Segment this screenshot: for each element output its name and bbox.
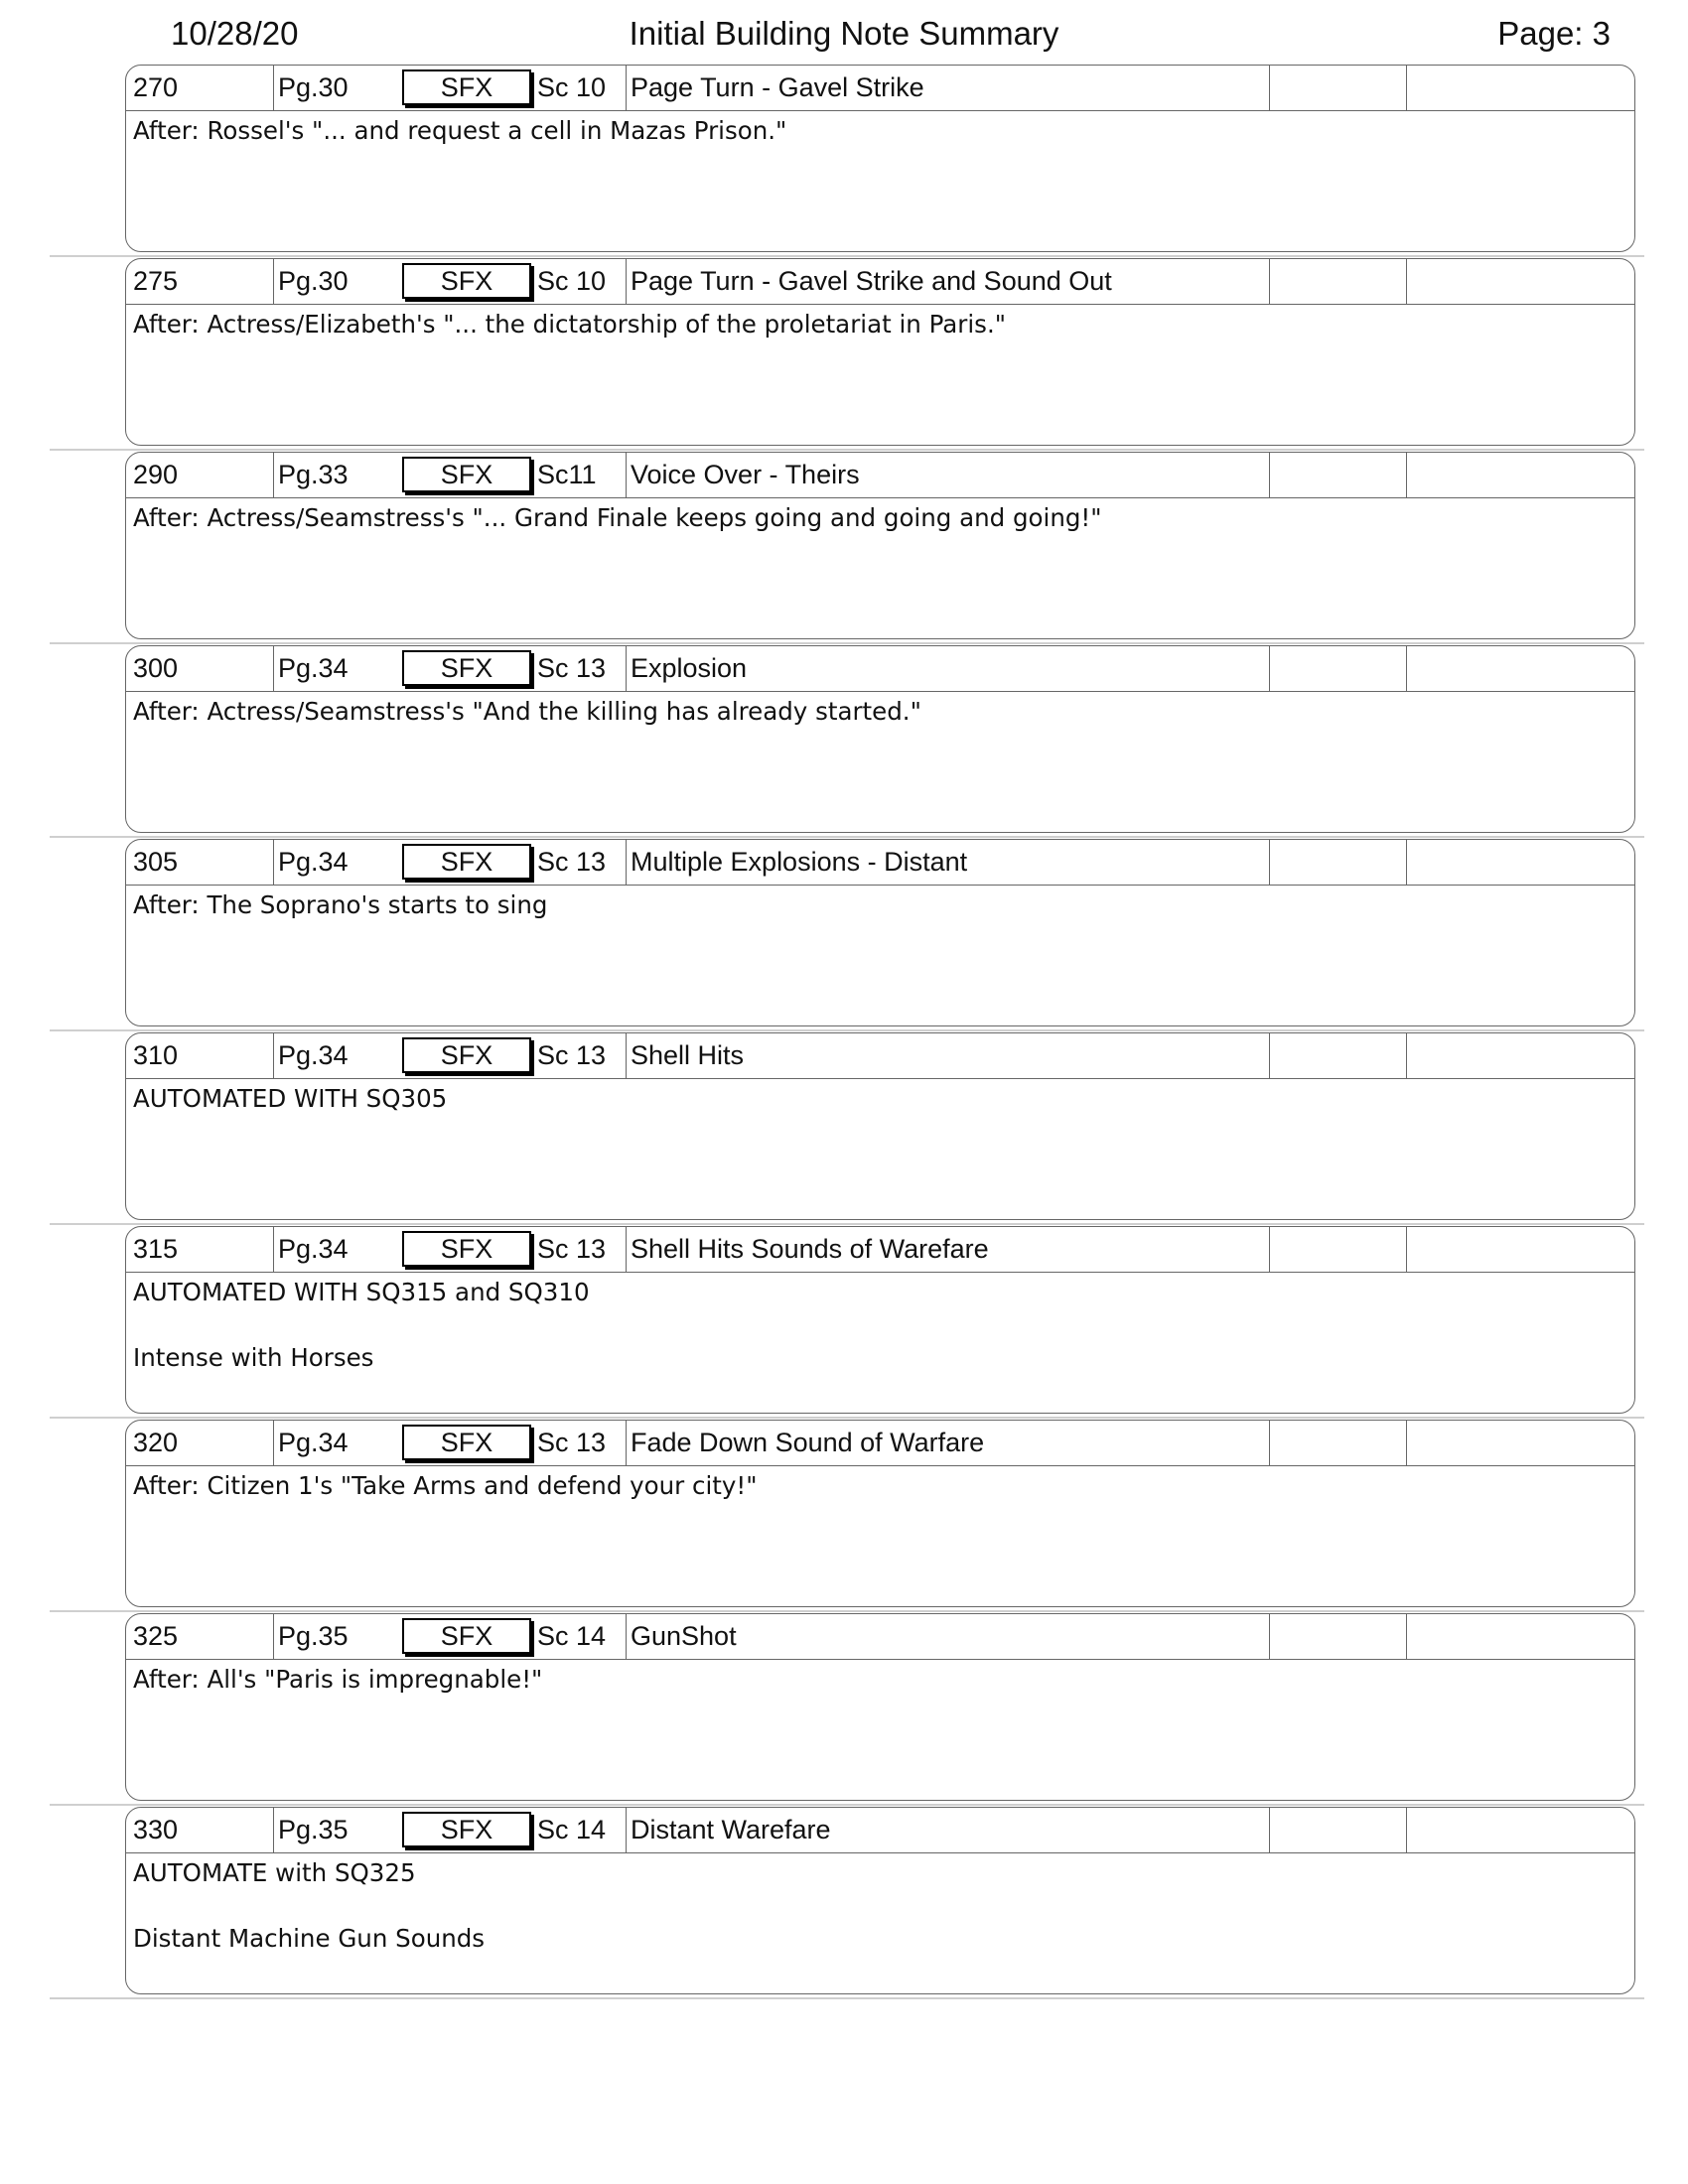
cue-note-line: After: Actress/Seamstress's "And the killing has already started." bbox=[133, 697, 921, 726]
cue-type-badge: SFX bbox=[402, 1037, 531, 1073]
cue-number: 310 bbox=[133, 1040, 179, 1070]
cue-header-row bbox=[126, 1421, 1634, 1466]
cue-header-row bbox=[126, 1033, 1634, 1079]
column-divider bbox=[1269, 259, 1270, 304]
cue-note-line bbox=[133, 1890, 1624, 1922]
cue-scene: Sc 10 bbox=[537, 72, 607, 102]
cue-entry bbox=[0, 1610, 1688, 1804]
column-divider bbox=[1406, 1227, 1407, 1272]
cue-note-line: AUTOMATED WITH SQ315 and SQ310 bbox=[133, 1278, 590, 1306]
cue-note bbox=[133, 1856, 1624, 1956]
cue-type-badge: SFX bbox=[402, 1425, 531, 1460]
cue-note bbox=[133, 888, 1624, 922]
cue-note-line: After: Actress/Elizabeth's "... the dictatorship of the proletariat in Paris." bbox=[133, 310, 1006, 339]
cue-note-line: AUTOMATED WITH SQ305 bbox=[133, 1084, 448, 1113]
cue-type-badge: SFX bbox=[402, 69, 531, 105]
cue-page: Pg.35 bbox=[278, 1815, 349, 1844]
cue-type-badge: SFX bbox=[402, 650, 531, 686]
cue-header-row bbox=[126, 1808, 1634, 1853]
column-divider bbox=[626, 1033, 627, 1078]
column-divider bbox=[1269, 1227, 1270, 1272]
cue-description: Shell Hits Sounds of Warefare bbox=[631, 1234, 989, 1264]
cue-page: Pg.35 bbox=[278, 1621, 349, 1651]
cue-page: Pg.34 bbox=[278, 1040, 349, 1070]
column-divider bbox=[273, 453, 274, 497]
cue-entry bbox=[0, 1029, 1688, 1223]
cue-number: 300 bbox=[133, 653, 179, 683]
cue-scene: Sc11 bbox=[537, 460, 597, 489]
cue-number: 325 bbox=[133, 1621, 179, 1651]
cue-description: GunShot bbox=[631, 1621, 737, 1651]
cue-page: Pg.34 bbox=[278, 847, 349, 877]
column-divider bbox=[626, 1227, 627, 1272]
cue-type-badge: SFX bbox=[402, 263, 531, 299]
cue-card bbox=[125, 1420, 1635, 1607]
cue-number: 315 bbox=[133, 1234, 179, 1264]
cue-note-line: After: Rossel's "... and request a cell in Mazas Prison." bbox=[133, 116, 787, 145]
cue-description: Multiple Explosions - Distant bbox=[631, 847, 968, 877]
cue-description: Fade Down Sound of Warfare bbox=[631, 1428, 985, 1457]
cue-page: Pg.34 bbox=[278, 1428, 349, 1457]
cue-entry bbox=[0, 62, 1688, 255]
cue-scene: Sc 14 bbox=[537, 1815, 607, 1844]
cue-page: Pg.34 bbox=[278, 653, 349, 683]
cue-page: Pg.33 bbox=[278, 460, 349, 489]
column-divider bbox=[1269, 1033, 1270, 1078]
column-divider bbox=[1269, 1614, 1270, 1659]
cue-entry bbox=[0, 255, 1688, 449]
cue-note bbox=[133, 695, 1624, 729]
cue-page: Pg.34 bbox=[278, 1234, 349, 1264]
cue-note-line: After: The Soprano's starts to sing bbox=[133, 890, 548, 919]
cue-entry bbox=[0, 449, 1688, 642]
cue-type-badge: SFX bbox=[402, 457, 531, 492]
column-divider bbox=[1269, 66, 1270, 110]
column-divider bbox=[1269, 453, 1270, 497]
column-divider bbox=[1406, 1614, 1407, 1659]
column-divider bbox=[626, 1614, 627, 1659]
column-divider bbox=[1269, 646, 1270, 691]
column-divider bbox=[1406, 259, 1407, 304]
cue-note-line: After: All's "Paris is impregnable!" bbox=[133, 1665, 543, 1694]
cue-header-row bbox=[126, 453, 1634, 498]
cue-description: Page Turn - Gavel Strike bbox=[631, 72, 924, 102]
cue-card bbox=[125, 452, 1635, 639]
cue-scene: Sc 13 bbox=[537, 1428, 607, 1457]
column-divider bbox=[1406, 1421, 1407, 1465]
column-divider bbox=[1406, 840, 1407, 885]
column-divider bbox=[273, 1421, 274, 1465]
cue-scene: Sc 10 bbox=[537, 266, 607, 296]
cue-entry bbox=[0, 1804, 1688, 1997]
cue-note bbox=[133, 1082, 1624, 1116]
cue-number: 330 bbox=[133, 1815, 179, 1844]
cue-note bbox=[133, 1469, 1624, 1503]
cue-type-badge: SFX bbox=[402, 844, 531, 880]
column-divider bbox=[626, 453, 627, 497]
cue-note-line: Intense with Horses bbox=[133, 1343, 374, 1372]
cue-scene: Sc 13 bbox=[537, 653, 607, 683]
cue-page: Pg.30 bbox=[278, 266, 349, 296]
column-divider bbox=[1269, 1808, 1270, 1852]
column-divider bbox=[626, 840, 627, 885]
cue-header-row bbox=[126, 646, 1634, 692]
cue-card bbox=[125, 1032, 1635, 1220]
cue-number: 305 bbox=[133, 847, 179, 877]
column-divider bbox=[273, 66, 274, 110]
cue-note-line: After: Citizen 1's "Take Arms and defend your city!" bbox=[133, 1471, 758, 1500]
cue-description: Shell Hits bbox=[631, 1040, 745, 1070]
column-divider bbox=[273, 840, 274, 885]
cue-scene: Sc 13 bbox=[537, 847, 607, 877]
column-divider bbox=[626, 1421, 627, 1465]
entry-separator bbox=[50, 1997, 1644, 1999]
cue-type-badge: SFX bbox=[402, 1812, 531, 1847]
cue-number: 275 bbox=[133, 266, 179, 296]
column-divider bbox=[626, 646, 627, 691]
cue-card bbox=[125, 1613, 1635, 1801]
column-divider bbox=[273, 259, 274, 304]
cue-page: Pg.30 bbox=[278, 72, 349, 102]
cue-card bbox=[125, 839, 1635, 1026]
column-divider bbox=[273, 646, 274, 691]
cue-note bbox=[133, 1276, 1624, 1375]
report-title: Initial Building Note Summary bbox=[629, 15, 1059, 52]
cue-header-row bbox=[126, 66, 1634, 111]
cue-note bbox=[133, 1663, 1624, 1697]
cue-card bbox=[125, 258, 1635, 446]
cue-number: 290 bbox=[133, 460, 179, 489]
column-divider bbox=[273, 1808, 274, 1852]
column-divider bbox=[1406, 1033, 1407, 1078]
page-number: Page: 3 bbox=[1497, 15, 1611, 52]
cue-scene: Sc 13 bbox=[537, 1234, 607, 1264]
cue-note bbox=[133, 114, 1624, 148]
cue-number: 270 bbox=[133, 72, 179, 102]
column-divider bbox=[1269, 1421, 1270, 1465]
cue-note-line bbox=[133, 1309, 1624, 1341]
column-divider bbox=[1406, 453, 1407, 497]
cue-entry bbox=[0, 836, 1688, 1029]
cue-note bbox=[133, 308, 1624, 341]
column-divider bbox=[273, 1227, 274, 1272]
cue-entry bbox=[0, 1223, 1688, 1417]
cue-note bbox=[133, 501, 1624, 535]
cue-header-row bbox=[126, 1614, 1634, 1660]
column-divider bbox=[1269, 840, 1270, 885]
cue-note-line: Distant Machine Gun Sounds bbox=[133, 1924, 486, 1953]
cue-number: 320 bbox=[133, 1428, 179, 1457]
column-divider bbox=[626, 66, 627, 110]
cue-description: Distant Warefare bbox=[631, 1815, 831, 1844]
cue-card bbox=[125, 1807, 1635, 1994]
cue-description: Voice Over - Theirs bbox=[631, 460, 860, 489]
cue-card bbox=[125, 65, 1635, 252]
cue-description: Page Turn - Gavel Strike and Sound Out bbox=[631, 266, 1112, 296]
cue-header-row bbox=[126, 1227, 1634, 1273]
column-divider bbox=[273, 1033, 274, 1078]
cue-entry bbox=[0, 642, 1688, 836]
cue-scene: Sc 14 bbox=[537, 1621, 607, 1651]
cue-header-row bbox=[126, 840, 1634, 886]
column-divider bbox=[273, 1614, 274, 1659]
column-divider bbox=[1406, 646, 1407, 691]
cue-scene: Sc 13 bbox=[537, 1040, 607, 1070]
cue-entry bbox=[0, 1417, 1688, 1610]
cue-note-line: AUTOMATE with SQ325 bbox=[133, 1858, 416, 1887]
column-divider bbox=[1406, 1808, 1407, 1852]
cue-card bbox=[125, 645, 1635, 833]
report-date: 10/28/20 bbox=[171, 15, 299, 52]
column-divider bbox=[626, 1808, 627, 1852]
column-divider bbox=[626, 259, 627, 304]
cue-type-badge: SFX bbox=[402, 1618, 531, 1654]
cue-header-row bbox=[126, 259, 1634, 305]
cue-note-line: After: Actress/Seamstress's "... Grand Finale keeps going and going and going!" bbox=[133, 503, 1102, 532]
column-divider bbox=[1406, 66, 1407, 110]
cue-type-badge: SFX bbox=[402, 1231, 531, 1267]
cue-card bbox=[125, 1226, 1635, 1414]
cue-description: Explosion bbox=[631, 653, 748, 683]
